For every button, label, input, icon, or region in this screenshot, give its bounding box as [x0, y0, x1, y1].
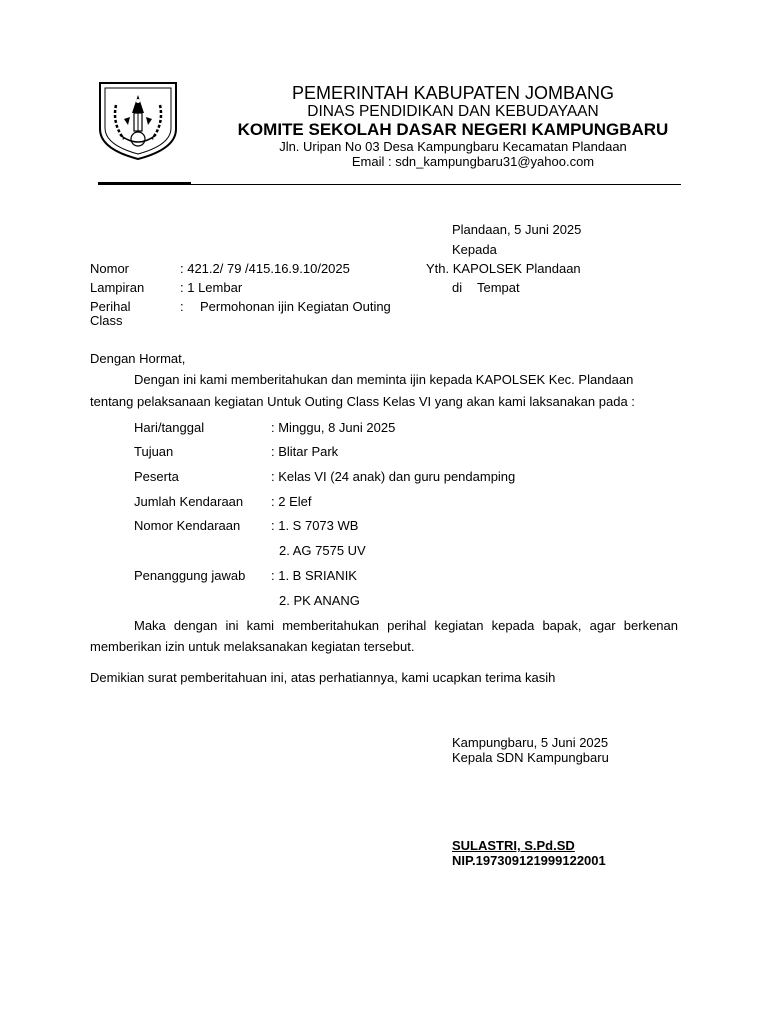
detail-value: : Blitar Park — [271, 444, 339, 459]
regency-coat-of-arms-icon — [94, 79, 182, 162]
letterhead-address: Jln. Uripan No 03 Desa Kampungbaru Kecamatan Plandaan — [279, 139, 627, 154]
detail-value: 2. AG 7575 UV — [279, 543, 366, 558]
signature-name: SULASTRI, S.Pd.SD — [452, 838, 575, 853]
detail-value: 2. PK ANANG — [279, 593, 360, 608]
detail-value: : Minggu, 8 Juni 2025 — [271, 420, 396, 435]
closing-line: Demikian surat pemberitahuan ini, atas perhatiannya, kami ucapkan terima kasih — [90, 670, 556, 685]
perihal-value: Permohonan ijin Kegiatan Outing — [200, 299, 391, 314]
detail-value: : 2 Elef — [271, 494, 312, 509]
nomor-value: : 421.2/ 79 /415.16.9.10/2025 — [180, 261, 350, 276]
detail-value: : Kelas VI (24 anak) dan guru pendamping — [271, 469, 516, 484]
perihal-label-cont: Class — [90, 313, 123, 328]
letterhead-committee: KOMITE SEKOLAH DASAR NEGERI KAMPUNGBARU — [237, 120, 669, 139]
detail-label: Tujuan — [134, 444, 174, 459]
detail-value: : 1. S 7073 WB — [271, 518, 359, 533]
lampiran-label: Lampiran — [90, 280, 145, 295]
signature-position: Kepala SDN Kampungbaru — [452, 750, 609, 765]
intro-line-1: Dengan ini kami memberitahukan dan meminta ijin kepada KAPOLSEK Kec. Plandaan — [134, 372, 634, 387]
detail-label: Jumlah Kendaraan — [134, 494, 244, 509]
date-place: Plandaan, 5 Juni 2025 — [452, 222, 582, 237]
letterhead-government: PEMERINTAH KABUPATEN JOMBANG — [291, 83, 615, 103]
greeting: Dengan Hormat, — [90, 351, 186, 366]
letterhead-department: DINAS PENDIDIKAN DAN KEBUDAYAAN — [307, 103, 599, 120]
detail-value: : 1. B SRIANIK — [271, 568, 357, 583]
recipient-kepada: Kepada — [452, 242, 497, 257]
letterhead-divider-thick — [98, 182, 191, 185]
signature-place-date: Kampungbaru, 5 Juni 2025 — [452, 735, 609, 750]
recipient-yth: Yth. KAPOLSEK Plandaan — [426, 261, 581, 276]
letterhead-divider-thin — [191, 184, 681, 185]
intro-line-2: tentang pelaksanaan kegiatan Untuk Outing Class Kelas VI yang akan kami laksanakan pada : — [90, 394, 635, 409]
letterhead-email: Email : sdn_kampungbaru31@yahoo.com — [351, 154, 595, 169]
lampiran-value: : 1 Lembar — [180, 280, 243, 295]
detail-label: Hari/tanggal — [134, 420, 205, 435]
recipient-tempat: Tempat — [477, 280, 520, 295]
closing-paragraph: Maka dengan ini kami memberitahukan perihal kegiatan kepada bapak, agar berkenan memberikan izin untuk melaksanakan kegiatan tersebut. — [90, 618, 678, 654]
perihal-label: Perihal — [90, 299, 131, 314]
signature-nip: NIP.197309121999122001 — [452, 853, 606, 868]
detail-label: Penanggung jawab — [134, 568, 246, 583]
recipient-di: di — [452, 280, 463, 295]
perihal-colon: : — [180, 299, 184, 314]
detail-label: Peserta — [134, 469, 179, 484]
nomor-label: Nomor — [90, 261, 130, 276]
detail-label: Nomor Kendaraan — [134, 518, 241, 533]
